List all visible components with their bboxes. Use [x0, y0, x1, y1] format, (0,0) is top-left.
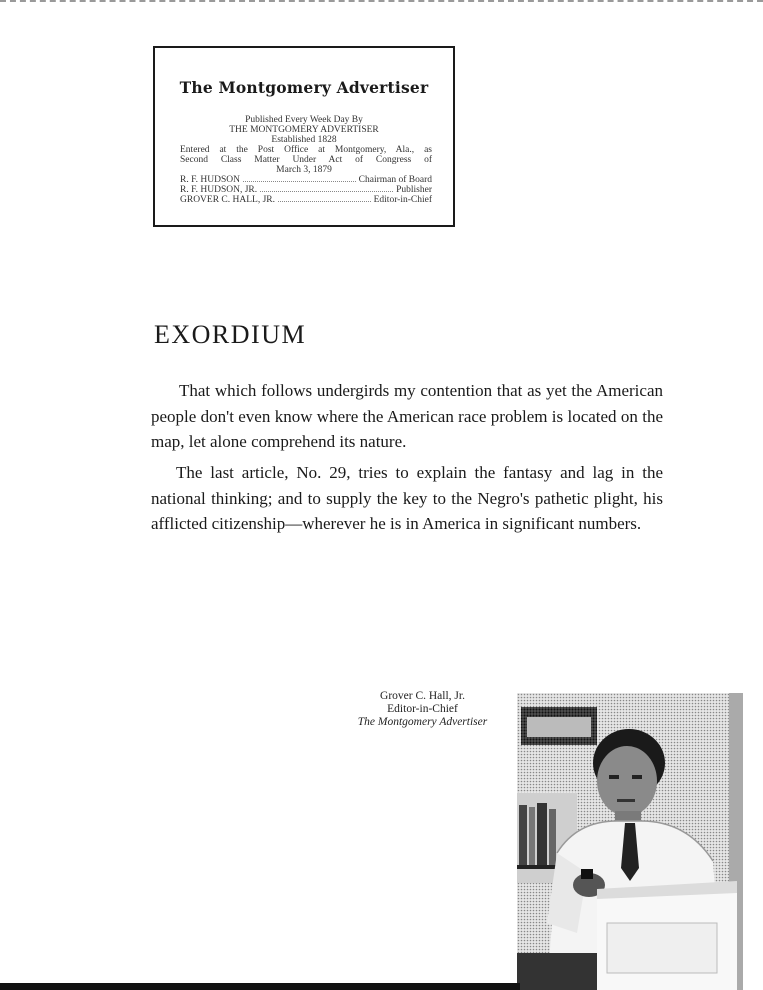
masthead-title: The Montgomery Advertiser	[179, 78, 429, 97]
paragraph-2: The last article, No. 29, tries to explain the fantasy and lag in the national thinking; and to supply the key to the Negro's pathetic plight, his afflicted citizenship—wherever he is in America in significant numbers.	[151, 463, 663, 533]
masthead-box	[153, 46, 455, 227]
staff-role: Publisher	[396, 185, 432, 195]
editor-photo	[517, 693, 743, 990]
bottom-rule	[0, 983, 520, 990]
caption-title: Editor-in-Chief	[387, 703, 458, 715]
entered-line-1: Entered at the Post Office at Montgomery, Ala., as	[180, 145, 432, 155]
editor-photo-image	[517, 693, 743, 990]
section-heading: EXORDIUM	[154, 320, 307, 349]
staff-row	[155, 175, 453, 185]
top-dashed-rule	[0, 0, 763, 6]
caption-publication: The Montgomery Advertiser	[357, 716, 488, 728]
entered-line-3: March 3, 1879	[276, 165, 332, 175]
staff-name: R. F. HUDSON, JR.	[180, 185, 258, 195]
masthead-info	[155, 115, 453, 205]
staff-role: Chairman of Board	[358, 175, 432, 185]
caption-name: Grover C. Hall, Jr.	[380, 690, 465, 702]
staff-row	[155, 185, 453, 195]
established-line: Established 1828	[271, 135, 337, 145]
paragraph-1: That which follows undergirds my contention that as yet the American people don't even know where the American race problem is located on the map, let alone comprehend its nature.	[151, 381, 663, 451]
staff-role: Editor-in-Chief	[373, 195, 432, 205]
staff-row	[155, 195, 453, 205]
leader-dots	[278, 195, 371, 202]
staff-name: R. F. HUDSON	[180, 175, 240, 185]
photo-caption	[330, 690, 515, 729]
publisher-name: THE MONTGOMERY ADVERTISER	[229, 125, 379, 135]
leader-dots	[260, 185, 393, 192]
entered-line-2: Second Class Matter Under Act of Congress of	[180, 155, 432, 165]
published-line: Published Every Week Day By	[245, 115, 363, 125]
leader-dots	[243, 175, 356, 182]
staff-name: GROVER C. HALL, JR.	[180, 195, 276, 205]
